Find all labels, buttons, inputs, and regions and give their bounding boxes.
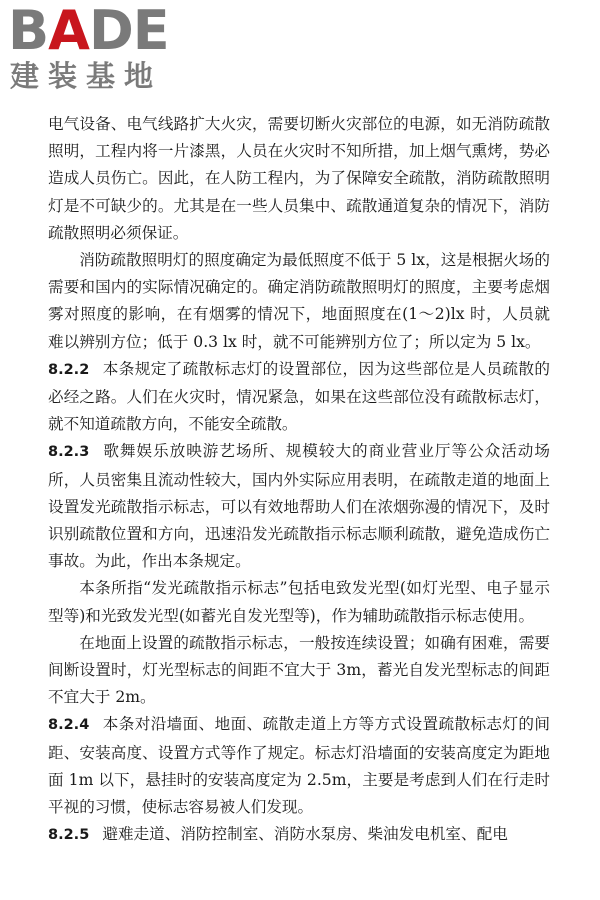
- paragraph-continuation: [48, 111, 550, 247]
- paragraph-luminous-signs: [48, 575, 550, 629]
- document-body: [48, 111, 550, 849]
- paragraph-sign-spacing: [48, 630, 550, 712]
- paragraph-illumination: [48, 247, 550, 356]
- clause-number: 8.2.5: [48, 827, 90, 844]
- logo-subtitle: 建装基地: [10, 59, 163, 93]
- clause-8-2-2: [48, 356, 550, 439]
- clause-8-2-5: [48, 821, 550, 849]
- paragraph-text: 在地面上设置的疏散指示标志，一般按连续设置；如确有困难，需要间断设置时，灯光型标志的间距不宜大于 3m，蓄光自发光型标志的间距不宜大于 2m。: [48, 633, 550, 707]
- clause-text: 避难走道、消防控制室、消防水泵房、柴油发电机室、配电: [102, 825, 508, 844]
- clause-text: 本条对沿墙面、地面、疏散走道上方等方式设置疏散标志灯的间距、安装高度、设置方式等作了规定。标志灯沿墙面的安装高度定为距地面 1m 以下，悬挂时的安装高度定为 2.5m，主要是考虑到人们在行走时平视的习惯，使标志容易被人们发现。: [48, 715, 550, 817]
- clause-number: 8.2.4: [48, 717, 90, 734]
- clause-8-2-3: [48, 438, 550, 575]
- clause-number: 8.2.2: [48, 361, 90, 378]
- bade-logo: [8, 0, 183, 96]
- clause-text: 本条规定了疏散标志灯的设置部位，因为这些部位是人员疏散的必经之路。人们在火灾时，情况紧急，如果在这些部位没有疏散标志灯，就不知道疏散方向，不能安全疏散。: [48, 359, 550, 434]
- paragraph-text: 消防疏散照明灯的照度确定为最低照度不低于 5 lx，这是根据火场的需要和国内的实际情况确定的。确定消防疏散照明灯的照度，主要考虑烟雾对照度的影响，在有烟雾的情况下，地面照度在(1～2)lx 时，人员就难以辨别方位；低于 0.3 lx 时，就不可能辨别方位了；所以定为 5 lx。: [48, 251, 550, 351]
- logo-letters-de: DE: [88, 0, 169, 62]
- paragraph-text: 电气设备、电气线路扩大火灾，需要切断火灾部位的电源，如无消防疏散照明，工程内将一片漆黑，人员在火灾时不知所措，加上烟气熏烤，势必造成人员伤亡。因此，在人防工程内，为了保障安全疏散，消防疏散照明灯是不可缺少的。尤其是在一些人员集中、疏散通道复杂的情况下，消防疏散照明必须保证。: [48, 115, 550, 242]
- clause-number: 8.2.3: [48, 444, 90, 461]
- clause-text: 歌舞娱乐放映游艺场所、规模较大的商业营业厅等公众活动场所，人员密集且流动性较大，国内外实际应用表明，在疏散走道的地面上设置发光疏散指示标志，可以有效地帮助人们在浓烟弥漫的情况下，及时识别疏散位置和方向，迅速沿发光疏散指示标志顺利疏散，避免造成伤亡事故。为此，作出本条规定。: [48, 442, 550, 571]
- logo-letter-a: A: [48, 0, 89, 62]
- clause-8-2-4: [48, 711, 550, 821]
- logo-wordmark: [8, 0, 169, 62]
- paragraph-text: 本条所指“发光疏散指示标志”包括电致发光型(如灯光型、电子显示型等)和光致发光型(如蓄光自发光型等)，作为辅助疏散指示标志使用。: [48, 579, 550, 625]
- logo-letter-b: B: [8, 0, 49, 62]
